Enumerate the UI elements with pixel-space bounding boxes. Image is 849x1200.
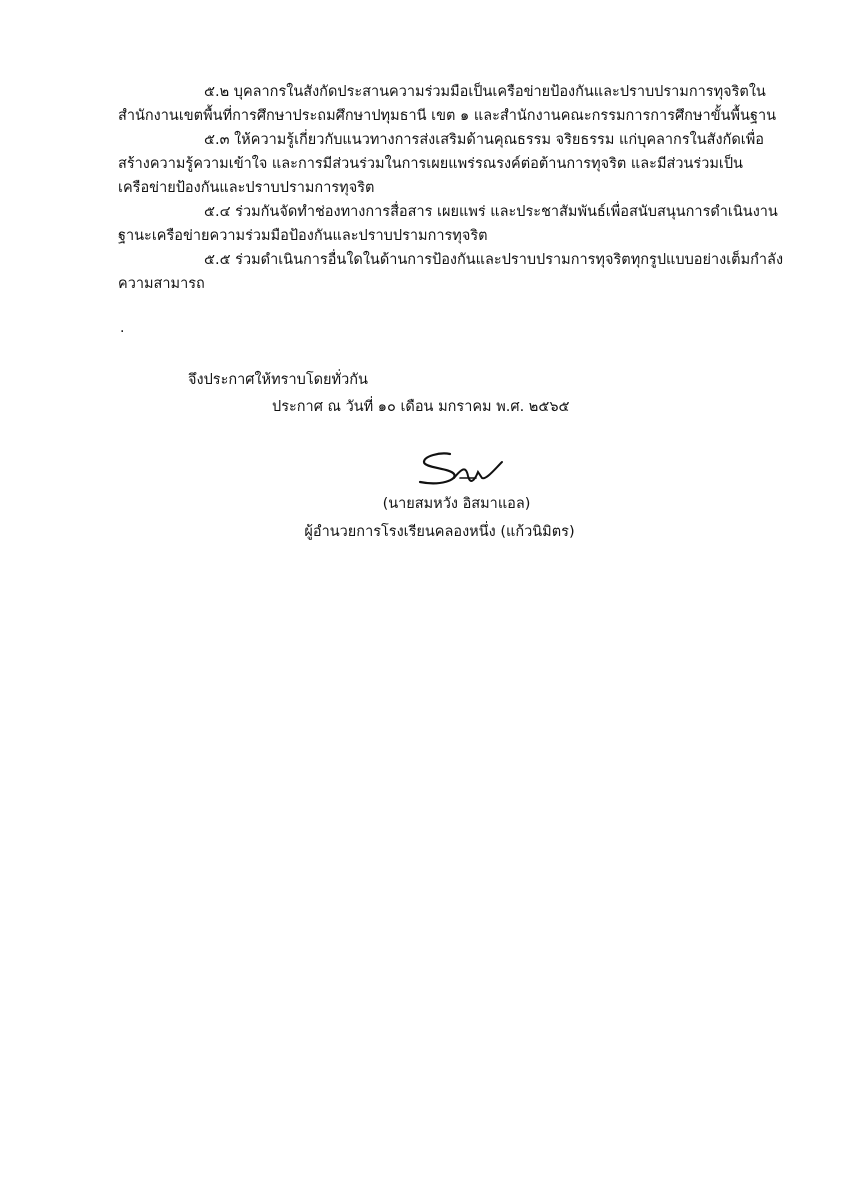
clause-line: ความสามารถ bbox=[118, 276, 205, 292]
stray-mark: . bbox=[120, 320, 125, 336]
signer-name: (นายสมหวัง อิสมาแอล) bbox=[382, 496, 531, 512]
announcement-clauses bbox=[118, 80, 784, 296]
signer-title: ผู้อำนวยการโรงเรียนคลองหนึ่ง (แก้วนิมิตร) bbox=[304, 524, 575, 540]
handwritten-signature bbox=[410, 448, 506, 492]
clause-line: สำนักงานเขตพื้นที่การศึกษาประถมศึกษาปทุมธานี เขต ๑ และสำนักงานคณะกรรมการการศึกษาขั้นพื้นฐาน bbox=[118, 108, 777, 124]
clause-line: ฐานะเครือข่ายความร่วมมือป้องกันและปราบปรามการทุจริต bbox=[118, 228, 488, 244]
clause-line: ๕.๕ ร่วมดำเนินการอื่นใดในด้านการป้องกันและปราบปรามการทุจริตทุกรูปแบบอย่างเต็มกำลัง bbox=[204, 252, 784, 268]
clause-line: เครือข่ายป้องกันและปราบปรามการทุจริต bbox=[118, 180, 375, 196]
clause-5-4 bbox=[118, 200, 778, 248]
clause-line: สร้างความรู้ความเข้าใจ และการมีส่วนร่วมในการเผยแพร่รณรงค์ต่อต้านการทุจริต และมีส่วนร่วมเป็น bbox=[118, 156, 743, 172]
clause-5-5 bbox=[118, 248, 784, 296]
clause-line: ๕.๓ ให้ความรู้เกี่ยวกับแนวทางการส่งเสริมด้านคุณธรรม จริยธรรม แก่บุคลากรในสังกัดเพื่อ bbox=[204, 132, 764, 148]
clause-5-2 bbox=[118, 80, 777, 128]
clause-line: ๕.๒ บุคลากรในสังกัดประสานความร่วมมือเป็นเครือข่ายป้องกันและปราบปรามการทุจริตใน bbox=[204, 84, 766, 100]
clause-line: ๕.๔ ร่วมกันจัดทำช่องทางการสื่อสาร เผยแพร่ และประชาสัมพันธ์เพื่อสนับสนุนการดำเนินงาน bbox=[204, 204, 778, 220]
announcement-date: ประกาศ ณ วันที่ ๑๐ เดือน มกราคม พ.ศ. ๒๕๖๕ bbox=[272, 399, 570, 415]
clause-5-3 bbox=[118, 128, 770, 200]
closing-statement: จึงประกาศให้ทราบโดยทั่วกัน bbox=[188, 372, 368, 388]
